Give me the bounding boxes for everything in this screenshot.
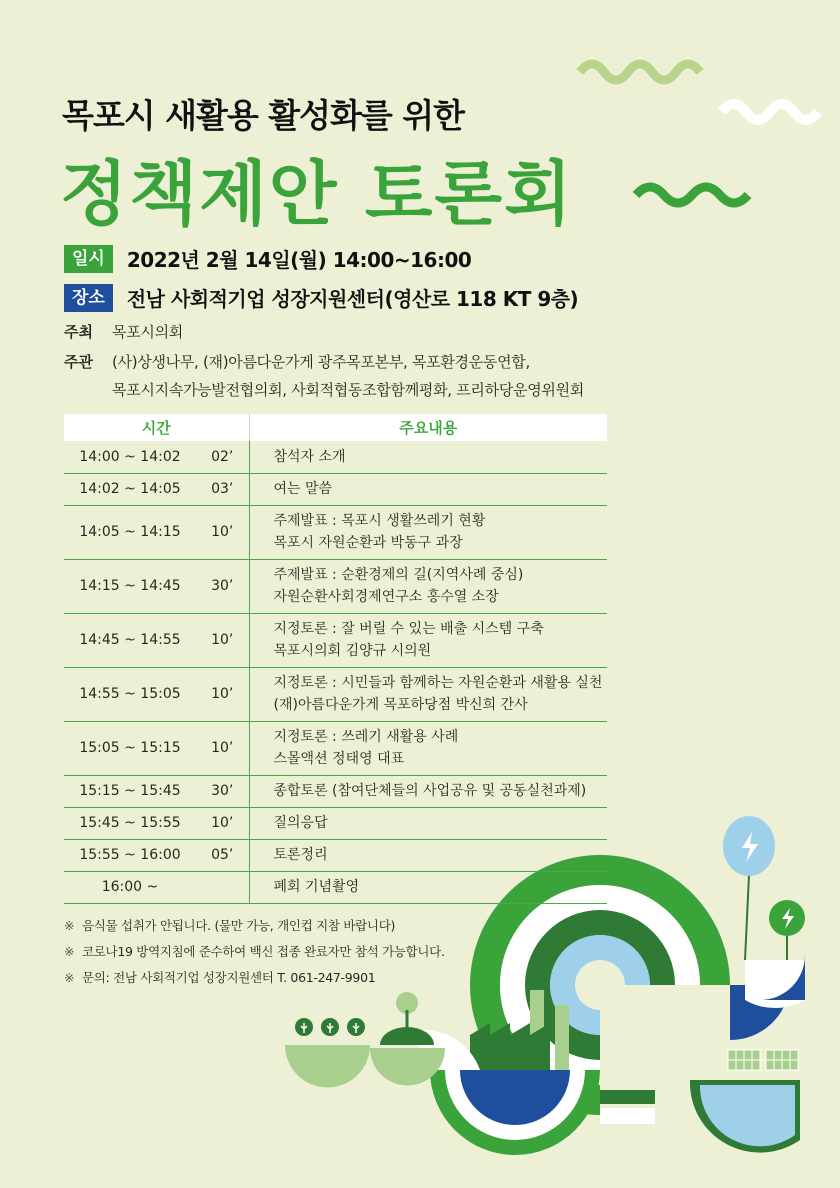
table-row: [64, 667, 607, 721]
row-duration: 03’: [196, 473, 249, 505]
table-row: [64, 775, 607, 807]
row-time: 14:05 ~ 14:15: [64, 505, 196, 559]
row-time: 15:55 ~ 16:00: [64, 839, 196, 871]
note-item: [64, 970, 445, 996]
venue-text: 전남 사회적기업 성장지원센터(영산로 118 KT 9층): [126, 287, 579, 311]
row-content-line: 질의응답: [273, 815, 328, 831]
header-time: 시간: [64, 414, 249, 441]
row-content: [249, 839, 607, 871]
row-time: 15:05 ~ 15:15: [64, 721, 196, 775]
row-content: [249, 441, 607, 473]
row-content-line: (재)아름다운가게 목포하당점 박신희 간사: [273, 697, 528, 713]
row-content: [249, 505, 607, 559]
row-content-line: 지정토론 : 시민들과 함께하는 자원순환과 새활용 실천: [273, 675, 603, 691]
host-row: [64, 318, 183, 346]
row-content-line: 지정토론 : 쓰레기 새활용 사례: [273, 729, 459, 745]
row-duration: 10’: [196, 807, 249, 839]
row-content-line: 여는 말씀: [273, 481, 333, 497]
row-content-line: 폐회 기념촬영: [273, 879, 360, 895]
supervisor-row: [64, 348, 584, 404]
sprout-icon: [285, 1018, 370, 1088]
note-text: 음식물 섭취가 안됩니다. (물만 가능, 개인컵 지참 바랍니다): [82, 918, 396, 933]
lightning-balloon-icon: [723, 816, 775, 960]
row-content-line: 주제발표 : 목포시 생활쓰레기 현황: [273, 513, 486, 529]
row-time: 14:15 ~ 14:45: [64, 559, 196, 613]
row-content-line: 종합토론 (참여단체들의 사업공유 및 공동실천과제): [273, 783, 587, 799]
row-time: 16:00 ~: [64, 871, 196, 903]
title-main: 정책제안 토론회: [60, 153, 574, 235]
date-row: [64, 244, 471, 273]
row-content: [249, 559, 607, 613]
row-content: [249, 613, 607, 667]
row-content-line: 목포시의회 김양규 시의원: [273, 643, 432, 659]
note-text: 문의: 전남 사회적기업 성장지원센터 T. 061-247-9901: [82, 970, 376, 985]
host-label: 주최: [64, 323, 93, 341]
row-content-line: 자원순환사회경제연구소 홍수열 소장: [273, 589, 499, 605]
row-content: [249, 667, 607, 721]
row-content-line: 목포시 자원순환과 박동구 과장: [273, 535, 463, 551]
row-content-line: 토론정리: [273, 847, 328, 863]
table-row: [64, 721, 607, 775]
supervisor-line1: (사)상생나무, (재)아름다운가게 광주목포본부, 목포환경운동연합,: [112, 353, 530, 371]
row-content: [249, 775, 607, 807]
row-duration: 30’: [196, 559, 249, 613]
row-content: [249, 871, 607, 903]
table-row: [64, 839, 607, 871]
venue-tag: 장소: [64, 284, 113, 312]
table-row: [64, 505, 607, 559]
table-row: [64, 473, 607, 505]
row-time: 14:45 ~ 14:55: [64, 613, 196, 667]
row-content: [249, 721, 607, 775]
supervisor-line2: 목포시지속가능발전협의회, 사회적협동조합함께평화, 프리하당운영위원회: [112, 381, 584, 399]
note-mark-icon: ※: [64, 918, 75, 933]
schedule-body: [64, 441, 607, 903]
note-mark-icon: ※: [64, 970, 75, 985]
row-content-line: 지정토론 : 잘 버릴 수 있는 배출 시스템 구축: [273, 621, 544, 637]
supervisor-text: [112, 348, 584, 404]
supervisor-label: 주관: [64, 353, 93, 371]
row-content-line: 주제발표 : 순환경제의 길(지역사례 중심): [273, 567, 524, 583]
schedule-table: [64, 414, 607, 904]
table-row: [64, 559, 607, 613]
host-text: 목포시의회: [112, 323, 183, 341]
row-content-line: 스몰액션 정태영 대표: [273, 751, 405, 767]
row-time: 14:00 ~ 14:02: [64, 441, 196, 473]
row-duration: 10’: [196, 667, 249, 721]
row-time: 14:02 ~ 14:05: [64, 473, 196, 505]
row-duration: 30’: [196, 775, 249, 807]
note-text: 코로나19 방역지침에 준수하여 백신 접종 완료자만 참석 가능합니다.: [82, 944, 445, 959]
row-duration: 10’: [196, 505, 249, 559]
venue-row: [64, 283, 578, 312]
date-tag: 일시: [64, 245, 113, 273]
row-duration: 02’: [196, 441, 249, 473]
row-duration: 10’: [196, 721, 249, 775]
note-item: [64, 918, 445, 944]
notes: [64, 918, 445, 996]
title-line1: 목포시 새활용 활성화를 위한: [62, 96, 465, 135]
row-time: 15:15 ~ 15:45: [64, 775, 196, 807]
table-row: [64, 441, 607, 473]
row-content: [249, 473, 607, 505]
note-mark-icon: ※: [64, 944, 75, 959]
row-duration: 05’: [196, 839, 249, 871]
row-content-line: 참석자 소개: [273, 448, 346, 465]
row-time: 15:45 ~ 15:55: [64, 807, 196, 839]
row-duration: 10’: [196, 613, 249, 667]
row-content: [249, 807, 607, 839]
table-row: [64, 613, 607, 667]
table-row: [64, 807, 607, 839]
schedule-header-row: [64, 414, 607, 441]
note-item: [64, 944, 445, 970]
header-content: 주요내용: [249, 414, 607, 441]
solar-panel-icon: [690, 1050, 800, 1153]
date-text: 2022년 2월 14일(월) 14:00~16:00: [126, 248, 472, 272]
row-duration: [196, 871, 249, 903]
table-row: [64, 871, 607, 903]
wave-decoration-top: [580, 64, 818, 203]
row-time: 14:55 ~ 15:05: [64, 667, 196, 721]
